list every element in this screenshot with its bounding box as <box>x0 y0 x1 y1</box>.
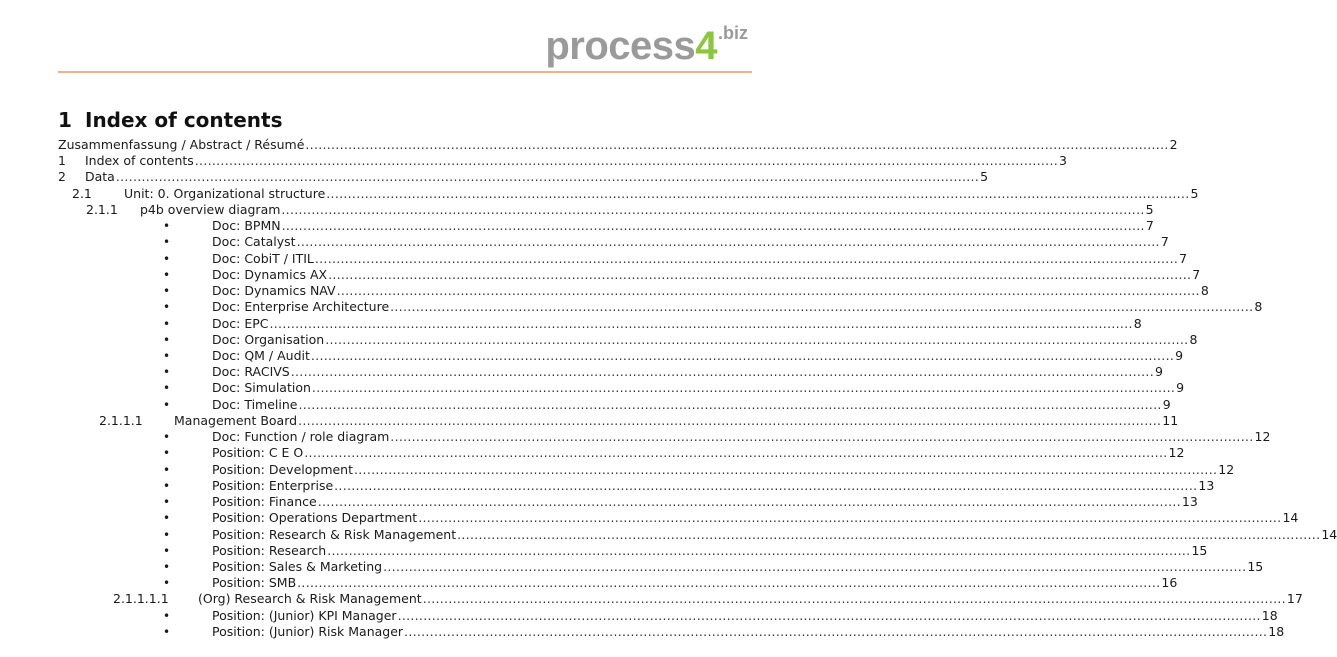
toc-entry[interactable] <box>163 315 1142 332</box>
toc-page-number: 12 <box>1254 429 1271 445</box>
toc-entry[interactable] <box>163 380 1185 396</box>
toc-entry[interactable] <box>163 558 1264 575</box>
toc-entry[interactable] <box>58 169 989 185</box>
toc-entry[interactable] <box>163 331 1198 348</box>
toc-entry-title: Doc: Organisation <box>212 331 325 347</box>
toc-entry-title: Management Board <box>174 412 298 428</box>
toc-page-number: 17 <box>1286 591 1303 607</box>
toc-dot-leader: .......................................................................................................................................................................................................... <box>297 575 1161 591</box>
toc-entry-number: 2.1 <box>72 185 92 201</box>
toc-entry-title: Zusammenfassung / Abstract / Résumé <box>58 137 305 152</box>
toc-entry-title: Position: Research & Risk Management <box>212 526 457 542</box>
bullet-icon: • <box>163 495 171 510</box>
toc-dot-leader: .......................................................................................................................................................................................................... <box>336 283 1200 299</box>
bullet-icon: • <box>163 332 171 347</box>
toc-page-number: 9 <box>1176 380 1185 396</box>
toc-entry-title: Doc: Function / role diagram <box>212 429 390 445</box>
toc-entry-title: Doc: Catalyst <box>212 234 296 250</box>
toc-dot-leader: .......................................................................................................................................................................................................... <box>281 218 1145 234</box>
toc-entry-title: Doc: CobiT / ITIL <box>212 250 314 266</box>
toc-page-number: 16 <box>1161 575 1178 591</box>
toc-entry[interactable] <box>163 364 1163 380</box>
toc-page-number: 11 <box>1162 412 1179 428</box>
toc-entry-title: Doc: BPMN <box>212 218 281 234</box>
toc-page-number: 2 <box>1169 137 1178 152</box>
toc-entry-number: 1 <box>58 153 66 169</box>
toc-page-number: 18 <box>1268 623 1285 639</box>
toc-heading-number: 1 <box>58 108 72 132</box>
toc-entry-number: 2.1.1 <box>86 201 118 217</box>
toc-page-number: 9 <box>1162 396 1171 412</box>
toc-heading <box>58 107 283 133</box>
toc-entry[interactable] <box>86 201 1154 218</box>
bullet-icon: • <box>163 576 171 591</box>
toc-entry-title: Position: (Junior) KPI Manager <box>212 607 397 623</box>
toc-dot-leader: .......................................................................................................................................................................................................... <box>422 591 1286 607</box>
toc-entry[interactable] <box>163 445 1185 461</box>
toc-entry[interactable] <box>163 250 1188 267</box>
toc-dot-leader: .......................................................................................................................................................................................................... <box>290 364 1154 380</box>
toc-entry[interactable] <box>58 153 1067 169</box>
bullet-icon: • <box>163 608 171 623</box>
toc-dot-leader: .......................................................................................................................................................................................................... <box>269 315 1133 331</box>
toc-entry-title: Doc: Dynamics NAV <box>212 283 336 299</box>
bullet-icon: • <box>163 381 171 396</box>
toc-page-number: 5 <box>980 169 989 185</box>
toc-heading-title: Index of contents <box>85 108 283 132</box>
bullet-icon: • <box>163 284 171 299</box>
toc-entry-title: Position: SMB <box>212 575 297 591</box>
bullet-icon: • <box>163 348 171 363</box>
toc-entry[interactable] <box>163 477 1215 494</box>
toc-entry-title: Doc: Dynamics AX <box>212 266 328 282</box>
toc-entry-title: Position: C E O <box>212 445 304 461</box>
toc-entry[interactable] <box>163 347 1184 364</box>
toc-dot-leader: .......................................................................................................................................................................................................... <box>310 347 1175 363</box>
bullet-icon: • <box>163 251 171 266</box>
toc-entry[interactable] <box>163 266 1201 283</box>
toc-dot-leader: .......................................................................................................................................................................................................... <box>314 250 1179 266</box>
toc-dot-leader: .......................................................................................................................................................................................................... <box>326 185 1190 201</box>
toc-page-number: 8 <box>1133 315 1142 331</box>
bullet-icon: • <box>163 511 171 526</box>
toc-page-number: 7 <box>1145 218 1154 234</box>
toc-dot-leader: .......................................................................................................................................................................................................... <box>404 623 1268 639</box>
toc-page-number: 7 <box>1192 266 1201 282</box>
toc-page-number: 3 <box>1059 153 1067 169</box>
toc-entry-title: Position: Research <box>212 542 327 558</box>
toc-entry-title: Doc: Simulation <box>212 380 311 396</box>
toc-dot-leader: .......................................................................................................................................................................................................... <box>298 396 1162 412</box>
bullet-icon: • <box>163 267 171 282</box>
toc-dot-leader: .......................................................................................................................................................................................................... <box>390 299 1254 315</box>
toc-dot-leader: .......................................................................................................................................................................................................... <box>354 461 1218 477</box>
toc-page-number: 15 <box>1247 558 1264 574</box>
toc-page-number: 13 <box>1181 494 1198 510</box>
bullet-icon: • <box>163 219 171 234</box>
toc-entry[interactable] <box>163 494 1198 510</box>
toc-entry[interactable] <box>163 623 1285 640</box>
toc-entry-title: Doc: Enterprise Architecture <box>212 299 390 315</box>
toc-entry[interactable] <box>163 575 1178 591</box>
toc-entry[interactable] <box>163 542 1208 559</box>
toc-dot-leader: .......................................................................................................................................................................................................... <box>383 558 1247 574</box>
bullet-icon: • <box>163 527 171 542</box>
bullet-icon: • <box>163 430 171 445</box>
toc-dot-leader: .......................................................................................................................................................................................................... <box>390 429 1254 445</box>
toc-dot-leader: .......................................................................................................................................................................................................... <box>327 542 1191 558</box>
toc-entry-title: Doc: RACIVS <box>212 364 290 380</box>
toc-dot-leader: .......................................................................................................................................................................................................... <box>281 201 1145 217</box>
toc-dot-leader: .......................................................................................................................................................................................................... <box>304 445 1168 461</box>
toc-dot-leader: .......................................................................................................................................................................................................... <box>418 510 1282 526</box>
toc-entry[interactable] <box>163 429 1271 445</box>
toc-entry[interactable] <box>163 218 1154 234</box>
toc-entry-title: (Org) Research & Risk Management <box>198 591 422 607</box>
toc-entry-title: Position: Development <box>212 461 354 477</box>
bullet-icon: • <box>163 624 171 639</box>
toc-page-number: 8 <box>1254 299 1263 315</box>
bullet-icon: • <box>163 446 171 461</box>
toc-entry[interactable] <box>99 412 1179 429</box>
toc-entry[interactable] <box>163 607 1278 624</box>
toc-entry[interactable] <box>163 299 1263 315</box>
toc-dot-leader: .......................................................................................................................................................................................................... <box>115 169 980 185</box>
toc-entry-title: Data <box>85 169 115 185</box>
toc-page-number: 8 <box>1189 331 1198 347</box>
toc-entry-title: Doc: EPC <box>212 315 269 331</box>
process4biz-logo <box>545 22 748 70</box>
toc-entry-title: Position: Finance <box>212 494 317 510</box>
toc-entry-title: p4b overview diagram <box>140 201 281 217</box>
toc-page-number: 5 <box>1190 185 1199 201</box>
toc-entry[interactable] <box>163 461 1235 478</box>
toc-entry-title: Doc: QM / Audit <box>212 347 310 363</box>
toc-page-number: 7 <box>1160 234 1169 250</box>
logo-wordmark <box>545 22 717 70</box>
toc-dot-leader: .......................................................................................................................................................................................................... <box>298 412 1162 428</box>
toc-entry-title: Position: (Junior) Risk Manager <box>212 623 404 639</box>
toc-dot-leader: .......................................................................................................................................................................................................... <box>325 331 1189 347</box>
bullet-icon: • <box>163 462 171 477</box>
toc-entry-number: 2.1.1.1.1 <box>113 591 169 607</box>
toc-dot-leader: .......................................................................................................................................................................................................... <box>317 494 1181 510</box>
toc-page-number: 18 <box>1261 607 1278 623</box>
toc-entry[interactable] <box>163 510 1299 526</box>
toc-entry[interactable] <box>163 396 1171 413</box>
toc-page-number: 9 <box>1154 364 1163 380</box>
toc-entry-title: Index of contents <box>85 153 194 169</box>
toc-page-number: 13 <box>1198 477 1215 493</box>
toc-page-number: 12 <box>1168 445 1185 461</box>
toc-dot-leader: .......................................................................................................................................................................................................... <box>296 234 1160 250</box>
toc-page-number: 7 <box>1179 250 1188 266</box>
bullet-icon: • <box>163 559 171 574</box>
toc-entry[interactable] <box>163 526 1337 543</box>
bullet-icon: • <box>163 316 171 331</box>
logo-tld: .biz <box>718 23 748 43</box>
toc-page-number: 5 <box>1145 201 1154 217</box>
header-divider <box>58 71 752 73</box>
toc-dot-leader: .......................................................................................................................................................................................................... <box>305 137 1169 152</box>
toc-entry-title: Unit: 0. Organizational structure <box>124 185 326 201</box>
toc-entry[interactable] <box>72 185 1199 202</box>
toc-page-number: 8 <box>1200 283 1209 299</box>
toc-page-number: 14 <box>1282 510 1299 526</box>
toc-page-number: 9 <box>1175 347 1184 363</box>
toc-entry[interactable] <box>113 591 1303 607</box>
toc-dot-leader: .......................................................................................................................................................................................................... <box>328 266 1192 282</box>
toc-dot-leader: .......................................................................................................................................................................................................... <box>311 380 1176 396</box>
bullet-icon: • <box>163 300 171 315</box>
toc-page-number: 14 <box>1321 526 1337 542</box>
toc-dot-leader: .......................................................................................................................................................................................................... <box>194 153 1059 169</box>
toc-entry-title: Position: Enterprise <box>212 477 334 493</box>
logo-digit: 4 <box>695 24 717 68</box>
toc-dot-leader: .......................................................................................................................................................................................................... <box>397 607 1261 623</box>
toc-page-number: 15 <box>1191 542 1208 558</box>
toc-page-number: 12 <box>1218 461 1235 477</box>
toc-entry[interactable] <box>163 234 1169 250</box>
bullet-icon: • <box>163 397 171 412</box>
toc-dot-leader: .......................................................................................................................................................................................................... <box>334 477 1198 493</box>
toc-entry[interactable] <box>163 283 1209 299</box>
toc-entry-title: Doc: Timeline <box>212 396 298 412</box>
logo-main-text: process <box>545 24 696 68</box>
bullet-icon: • <box>163 365 171 380</box>
toc-entry-number: 2 <box>58 169 66 185</box>
toc-entry-title: Position: Operations Department <box>212 510 418 526</box>
bullet-icon: • <box>163 235 171 250</box>
toc-entry[interactable] <box>58 137 1178 153</box>
toc-dot-leader: .......................................................................................................................................................................................................... <box>457 526 1321 542</box>
bullet-icon: • <box>163 543 171 558</box>
toc-entry-title: Position: Sales & Marketing <box>212 558 383 574</box>
toc-entry-number: 2.1.1.1 <box>99 412 143 428</box>
bullet-icon: • <box>163 478 171 493</box>
